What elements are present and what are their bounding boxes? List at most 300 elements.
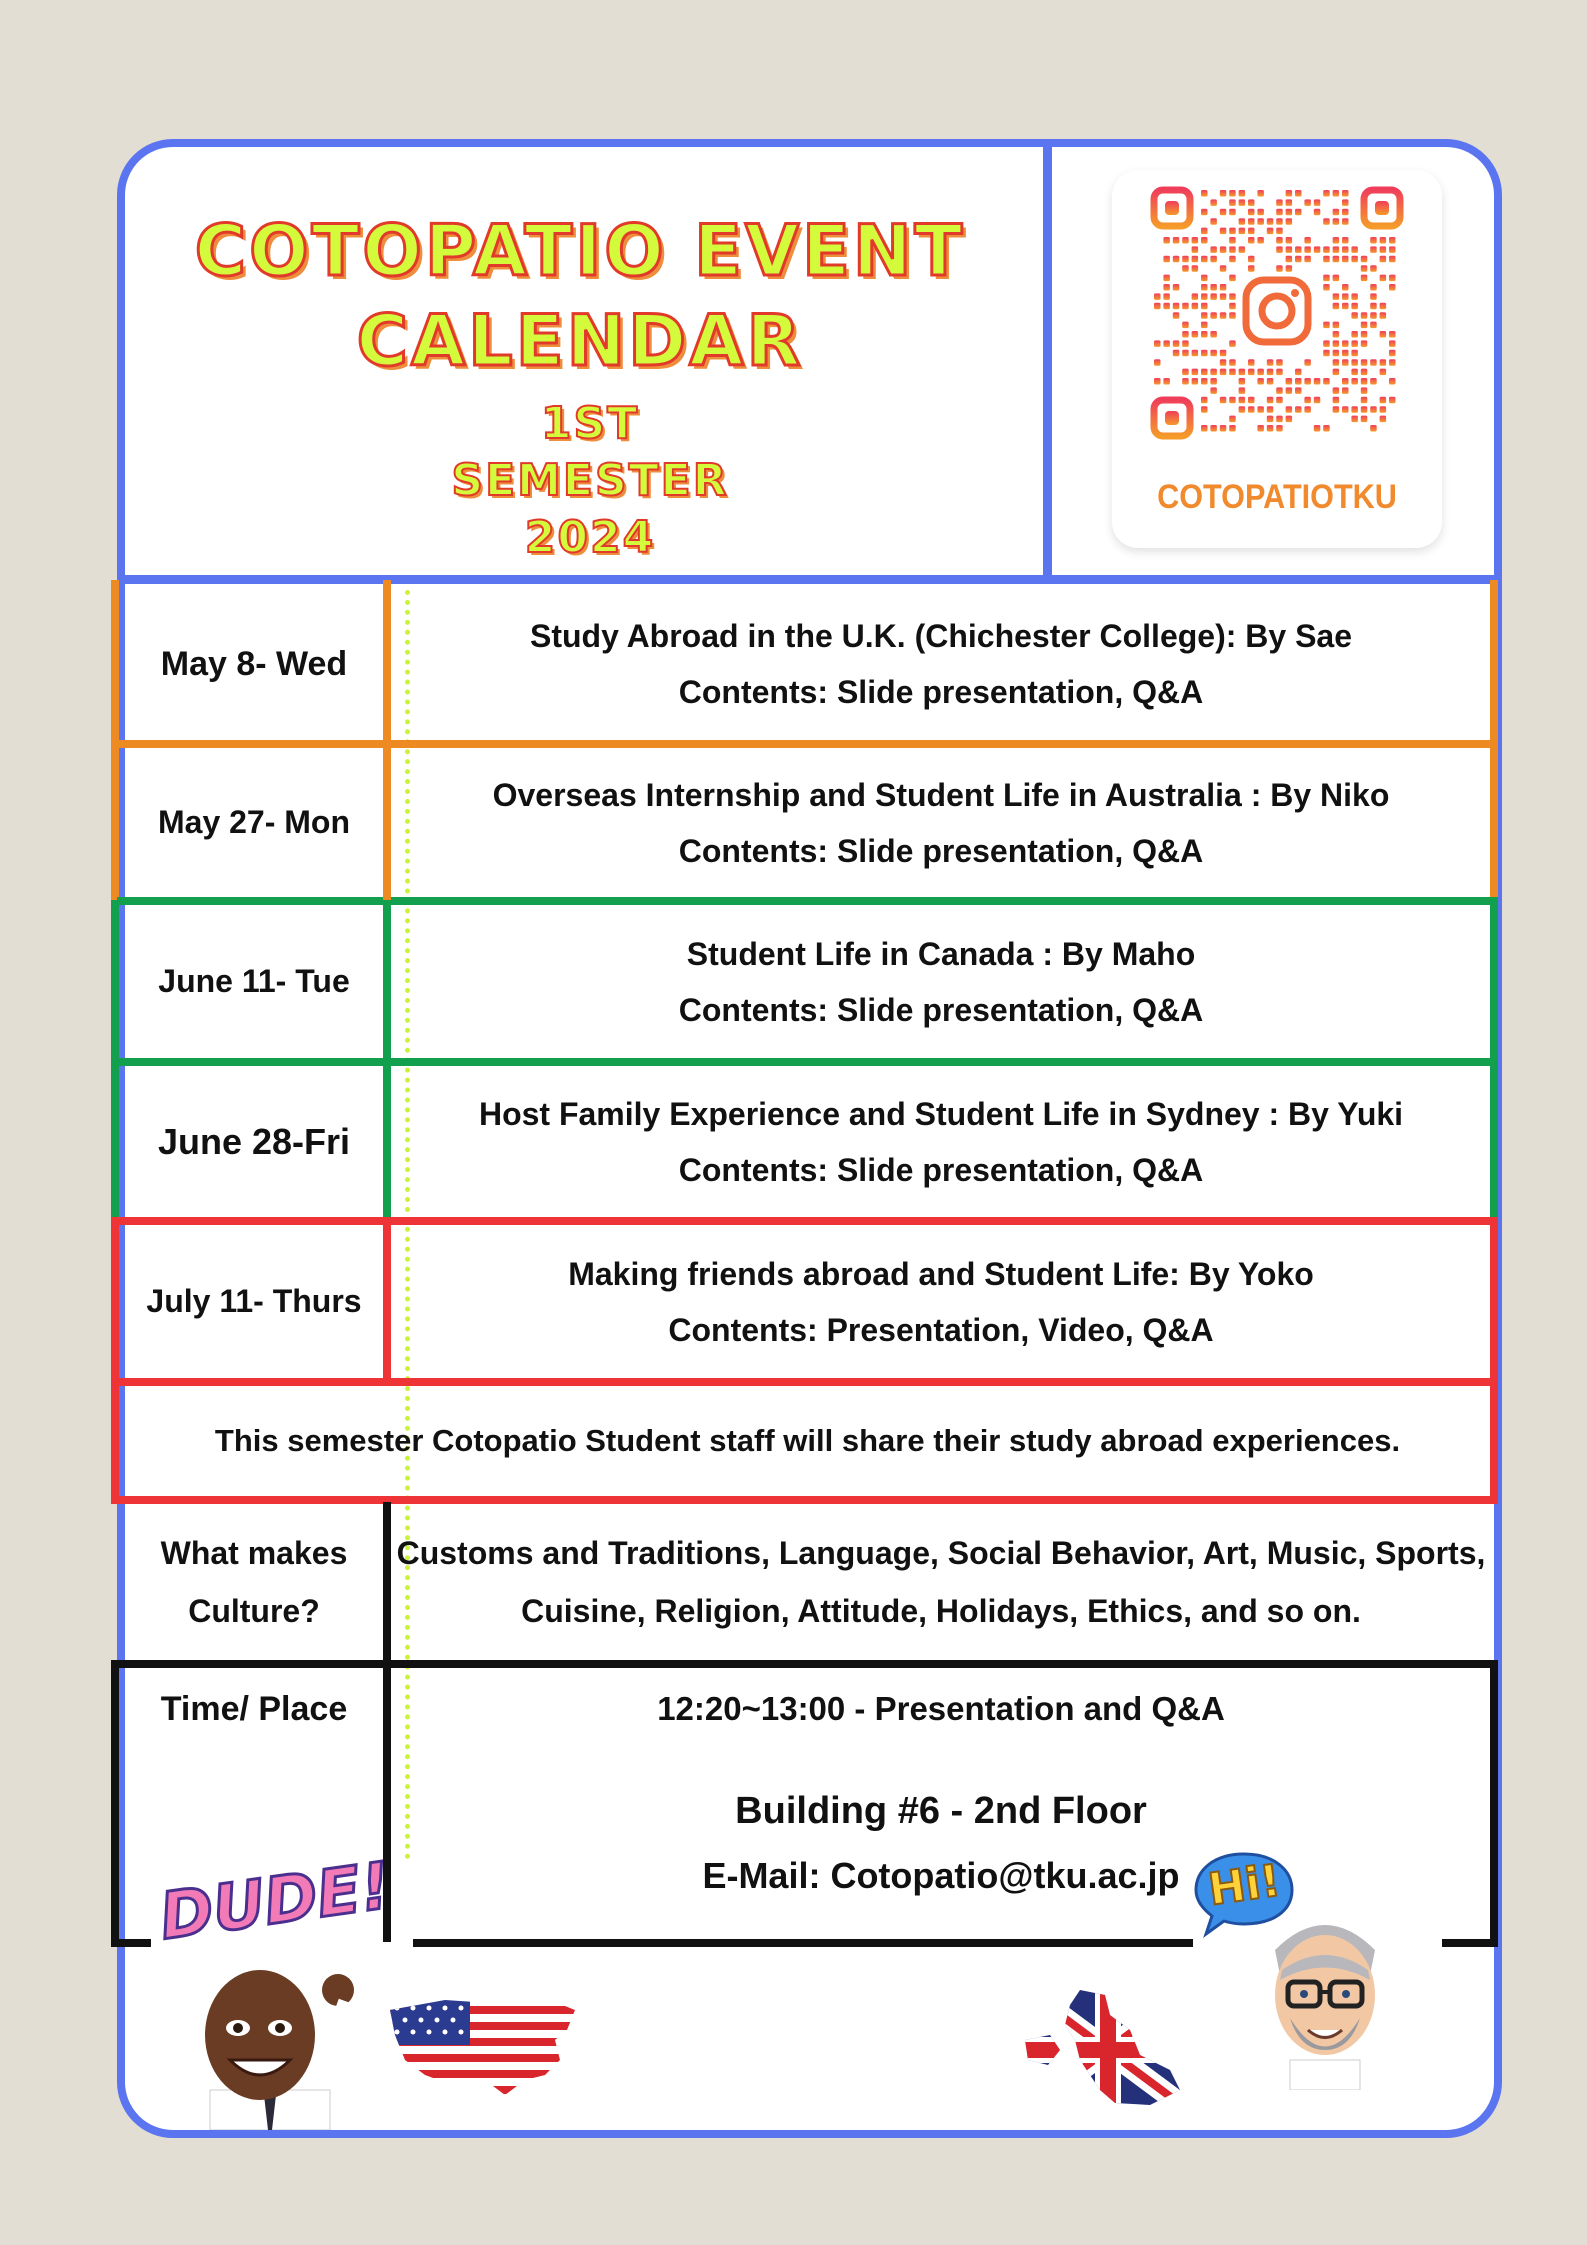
event-title: Overseas Internship and Student Life in Australia : By Niko: [492, 776, 1390, 813]
qr-module: [1389, 256, 1396, 262]
qr-module: [1257, 369, 1264, 376]
qr-module: [1239, 228, 1246, 235]
qr-module: [1295, 246, 1302, 253]
qr-module: [1229, 209, 1236, 216]
qr-module: [1173, 312, 1180, 319]
qr-module: [1229, 369, 1236, 376]
dude-sticker: [150, 1849, 400, 1955]
title-line-2: CALENDAR: [356, 300, 804, 382]
qr-module: [1229, 359, 1236, 366]
qr-module: [1201, 209, 1208, 216]
qr-module: [1342, 199, 1349, 206]
event-contents: Contents: Slide presentation, Q&A: [678, 832, 1204, 869]
qr-module: [1229, 303, 1236, 310]
qr-module: [1286, 387, 1293, 394]
qr-module: [1342, 246, 1349, 253]
qr-module: [1342, 406, 1349, 413]
qr-module: [1389, 237, 1396, 244]
qr-module: [1267, 425, 1274, 432]
qr-module: [1380, 246, 1387, 253]
qr-module: [1380, 397, 1387, 404]
qr-module: [1267, 406, 1274, 413]
qr-module: [1267, 397, 1274, 404]
row-border: [1490, 1660, 1498, 1947]
row-border: [117, 1378, 1498, 1386]
qr-module: [1210, 378, 1217, 385]
qr-module: [1220, 293, 1227, 300]
event-title: Study Abroad in the U.K. (Chichester College): By Sae: [529, 618, 1353, 654]
man-with-glasses-avatar-icon: [1250, 1900, 1400, 2090]
semester-note: This semester Cotopatio Student staff will share their study abroad experiences.: [214, 1423, 1401, 1458]
qr-module: [1351, 303, 1358, 310]
qr-module: [1286, 256, 1293, 262]
qr-module: [1276, 265, 1283, 272]
qr-module: [1201, 237, 1208, 244]
event-date: May 27- Mon: [157, 804, 351, 840]
qr-module: [1286, 246, 1293, 253]
qr-module: [1342, 209, 1349, 216]
qr-module: [1210, 218, 1217, 225]
qr-module: [1370, 359, 1377, 366]
qr-module: [1361, 359, 1368, 366]
qr-module: [1333, 190, 1340, 197]
qr-module: [1248, 406, 1255, 413]
qr-module: [1163, 284, 1170, 291]
qr-module: [1229, 228, 1236, 235]
qr-module: [1286, 378, 1293, 385]
qr-module: [1267, 228, 1274, 235]
qr-module: [1248, 199, 1255, 206]
qr-module: [1154, 359, 1161, 366]
qr-module: [1182, 369, 1189, 376]
row-border: [111, 1496, 1498, 1504]
qr-module: [1370, 406, 1377, 413]
qr-module: [1351, 340, 1358, 347]
qr-module: [1248, 265, 1255, 272]
qr-module: [1276, 369, 1283, 376]
qr-module: [1276, 246, 1283, 253]
qr-module: [1210, 369, 1217, 376]
event-contents: Contents: Slide presentation, Q&A: [678, 674, 1204, 710]
qr-module: [1220, 350, 1227, 357]
qr-module: [1342, 218, 1349, 225]
time-text: 12:20~13:00 - Presentation and Q&A: [657, 1690, 1225, 1727]
qr-module: [1276, 359, 1283, 366]
qr-module: [1361, 312, 1368, 319]
qr-module: [1201, 397, 1208, 404]
culture-label-line-2: Culture?: [188, 1593, 320, 1629]
qr-module: [1210, 350, 1217, 357]
qr-module: [1295, 387, 1302, 394]
qr-module: [1220, 284, 1227, 291]
qr-module: [1201, 303, 1208, 310]
event-date: June 11- Tue: [158, 963, 350, 999]
qr-module: [1314, 209, 1321, 216]
qr-module: [1201, 406, 1208, 413]
hi-sticker-text: Hi!: [1205, 1855, 1284, 1916]
qr-module: [1333, 293, 1340, 300]
qr-module: [1323, 284, 1330, 291]
qr-module: [1210, 199, 1217, 206]
event-description: [392, 1066, 1490, 1217]
qr-module: [1361, 387, 1368, 394]
qr-module: [1257, 237, 1264, 244]
qr-module: [1201, 190, 1208, 197]
qr-module: [1192, 293, 1199, 300]
qr-module: [1370, 425, 1377, 432]
subtitle-line-1: 1ST: [540, 398, 640, 449]
qr-module: [1304, 359, 1311, 366]
qr-module: [1192, 265, 1199, 272]
qr-module: [1323, 378, 1330, 385]
qr-module: [1229, 293, 1236, 300]
qr-module: [1239, 369, 1246, 376]
culture-label-line-1: What makes: [160, 1535, 348, 1571]
qr-module: [1295, 369, 1302, 376]
row-border: [111, 1660, 1498, 1668]
qr-module: [1361, 256, 1368, 262]
qr-module: [1389, 275, 1396, 282]
row-border: [111, 1939, 151, 1947]
event-description: [392, 588, 1490, 740]
qr-module: [1201, 312, 1208, 319]
qr-module: [1239, 246, 1246, 253]
qr-module: [1220, 359, 1227, 366]
qr-module: [1257, 209, 1264, 216]
qr-module: [1276, 416, 1283, 423]
qr-module: [1333, 340, 1340, 347]
subtitle-line-2: SEMESTER: [451, 455, 729, 506]
qr-module: [1286, 416, 1293, 423]
qr-module: [1220, 190, 1227, 197]
qr-module: [1276, 228, 1283, 235]
row-border: [117, 1058, 1498, 1066]
event-description: [392, 1225, 1490, 1378]
qr-module: [1154, 303, 1161, 310]
qr-module: [1361, 322, 1368, 329]
event-date: July 11- Thurs: [146, 1283, 362, 1319]
qr-module: [1286, 209, 1293, 216]
qr-module: [1192, 256, 1199, 262]
qr-module: [1304, 397, 1311, 404]
qr-module: [1351, 331, 1358, 338]
qr-module: [1201, 350, 1208, 357]
qr-module: [1389, 331, 1396, 338]
qr-module: [1201, 284, 1208, 291]
qr-module: [1163, 293, 1170, 300]
qr-module: [1286, 237, 1293, 244]
qr-module: [1192, 350, 1199, 357]
culture-text-line-2: Cuisine, Religion, Attitude, Holidays, Ethics, and so on.: [521, 1593, 1361, 1629]
event-title: Host Family Experience and Student Life in Sydney : By Yuki: [478, 1095, 1404, 1132]
qr-module: [1201, 256, 1208, 262]
qr-module: [1192, 331, 1199, 338]
qr-module: [1361, 340, 1368, 347]
email-text[interactable]: E-Mail: Cotopatio@tku.ac.jp: [702, 1855, 1180, 1896]
qr-module: [1229, 425, 1236, 432]
qr-module: [1220, 397, 1227, 404]
usa-flag-map-icon: [385, 1990, 585, 2100]
qr-module: [1295, 190, 1302, 197]
qr-module: [1333, 387, 1340, 394]
qr-module: [1380, 303, 1387, 310]
row-border: [111, 1217, 119, 1504]
qr-module: [1192, 303, 1199, 310]
qr-module: [1239, 387, 1246, 394]
qr-module: [1267, 378, 1274, 385]
qr-module: [1314, 425, 1321, 432]
qr-module: [1304, 378, 1311, 385]
qr-module: [1370, 312, 1377, 319]
qr-module: [1220, 246, 1227, 253]
qr-module: [1342, 350, 1349, 357]
qr-module: [1389, 359, 1396, 366]
qr-module: [1201, 378, 1208, 385]
qr-module: [1201, 331, 1208, 338]
qr-module: [1192, 378, 1199, 385]
qr-module: [1370, 378, 1377, 385]
qr-module: [1220, 312, 1227, 319]
qr-module: [1173, 340, 1180, 347]
event-description: [392, 748, 1490, 897]
qr-module: [1276, 397, 1283, 404]
qr-module: [1370, 265, 1377, 272]
qr-module: [1248, 359, 1255, 366]
qr-module: [1342, 190, 1349, 197]
qr-module: [1380, 312, 1387, 319]
qr-module: [1257, 378, 1264, 385]
culture-label: [125, 1504, 383, 1660]
instagram-handle[interactable]: COTOPATIOTKU: [1157, 478, 1397, 516]
qr-module: [1323, 190, 1330, 197]
qr-module: [1342, 359, 1349, 366]
qr-module: [1201, 369, 1208, 376]
qr-module: [1389, 246, 1396, 253]
instagram-qr-card[interactable]: [1112, 170, 1442, 548]
qr-module: [1173, 284, 1180, 291]
qr-module: [1389, 378, 1396, 385]
qr-module: [1351, 312, 1358, 319]
qr-module: [1333, 350, 1340, 357]
qr-module: [1286, 265, 1293, 272]
qr-module: [1239, 378, 1246, 385]
qr-module: [1173, 350, 1180, 357]
qr-module: [1380, 275, 1387, 282]
qr-module: [1257, 406, 1264, 413]
qr-module: [1333, 331, 1340, 338]
building-text: Building #6 - 2nd Floor: [735, 1790, 1147, 1832]
qr-module: [1248, 369, 1255, 376]
qr-module: [1229, 237, 1236, 244]
qr-module: [1304, 237, 1311, 244]
qr-module: [1333, 237, 1340, 244]
qr-module: [1304, 256, 1311, 262]
qr-module: [1314, 199, 1321, 206]
qr-module: [1323, 246, 1330, 253]
qr-module: [1276, 387, 1283, 394]
event-title: Making friends abroad and Student Life: By Yoko: [568, 1255, 1314, 1292]
qr-module: [1314, 378, 1321, 385]
event-contents: Contents: Presentation, Video, Q&A: [668, 1311, 1214, 1348]
row-border: [413, 1939, 1193, 1947]
qr-module: [1257, 218, 1264, 225]
row-border: [117, 740, 1498, 748]
qr-module: [1351, 378, 1358, 385]
qr-module: [1229, 275, 1236, 282]
qr-module: [1163, 237, 1170, 244]
qr-module: [1351, 406, 1358, 413]
qr-module: [1248, 209, 1255, 216]
qr-module: [1182, 378, 1189, 385]
qr-module: [1182, 331, 1189, 338]
qr-module: [1389, 340, 1396, 347]
qr-module: [1248, 228, 1255, 235]
qr-module: [1182, 340, 1189, 347]
row-border: [111, 1217, 1498, 1225]
qr-module: [1342, 256, 1349, 262]
qr-module: [1210, 284, 1217, 291]
qr-module: [1323, 275, 1330, 282]
header-bottom-border: [117, 575, 1502, 584]
qr-module: [1239, 218, 1246, 225]
qr-module: [1314, 246, 1321, 253]
qr-module: [1210, 256, 1217, 262]
dude-sticker-text: DUDE!: [155, 1849, 395, 1955]
qr-module: [1333, 303, 1340, 310]
qr-module: [1210, 331, 1217, 338]
qr-module: [1314, 397, 1321, 404]
qr-module: [1370, 303, 1377, 310]
uk-flag-map-icon: [1020, 1985, 1195, 2115]
qr-module: [1201, 322, 1208, 329]
qr-module: [1192, 237, 1199, 244]
qr-module: [1380, 369, 1387, 376]
qr-module: [1248, 237, 1255, 244]
row-border: [1442, 1939, 1498, 1947]
qr-module: [1276, 425, 1283, 432]
qr-module: [1333, 256, 1340, 262]
qr-module: [1210, 246, 1217, 253]
qr-module: [1295, 209, 1302, 216]
event-description: [392, 905, 1490, 1058]
qr-module: [1304, 199, 1311, 206]
qr-module: [1370, 237, 1377, 244]
qr-module: [1201, 228, 1208, 235]
event-contents: Contents: Slide presentation, Q&A: [678, 1151, 1204, 1188]
qr-module: [1351, 359, 1358, 366]
column-divider: [383, 580, 391, 902]
qr-module: [1257, 190, 1264, 197]
qr-module: [1248, 218, 1255, 225]
qr-module: [1333, 369, 1340, 376]
qr-module: [1333, 218, 1340, 225]
qr-module: [1304, 406, 1311, 413]
culture-description: [392, 1504, 1490, 1660]
qr-module: [1210, 312, 1217, 319]
qr-module: [1229, 190, 1236, 197]
column-divider: [383, 1220, 391, 1380]
qr-module: [1182, 322, 1189, 329]
qr-module: [1276, 218, 1283, 225]
qr-module: [1342, 303, 1349, 310]
qr-module: [1342, 378, 1349, 385]
qr-module: [1304, 246, 1311, 253]
qr-module: [1267, 369, 1274, 376]
qr-code-icon: [1112, 170, 1442, 470]
qr-module: [1220, 209, 1227, 216]
qr-module: [1380, 237, 1387, 244]
qr-module: [1333, 275, 1340, 282]
culture-text-line-1: Customs and Traditions, Language, Social Behavior, Art, Music, Sports,: [396, 1535, 1486, 1571]
qr-module: [1276, 199, 1283, 206]
qr-module: [1163, 256, 1170, 262]
qr-module: [1380, 416, 1387, 423]
qr-module: [1323, 425, 1330, 432]
title-line-1: COTOPATIO EVENT: [194, 210, 966, 292]
qr-module: [1370, 284, 1377, 291]
qr-module: [1351, 293, 1358, 300]
qr-module: [1342, 340, 1349, 347]
qr-module: [1342, 387, 1349, 394]
qr-module: [1210, 387, 1217, 394]
qr-module: [1163, 340, 1170, 347]
qr-module: [1220, 425, 1227, 432]
qr-module: [1389, 350, 1396, 357]
qr-module: [1323, 340, 1330, 347]
qr-module: [1248, 397, 1255, 404]
qr-module: [1351, 369, 1358, 376]
row-border: [117, 897, 1498, 905]
qr-module: [1220, 265, 1227, 272]
qr-module: [1361, 416, 1368, 423]
qr-module: [1333, 406, 1340, 413]
header-divider: [1043, 142, 1052, 582]
event-date: June 28-Fri: [157, 1120, 351, 1162]
qr-module: [1201, 275, 1208, 282]
qr-module: [1192, 246, 1199, 253]
qr-module: [1286, 406, 1293, 413]
qr-module: [1267, 218, 1274, 225]
qr-module: [1361, 331, 1368, 338]
event-date: May 8- Wed: [160, 644, 348, 683]
qr-module: [1210, 425, 1217, 432]
qr-module: [1173, 303, 1180, 310]
qr-module: [1229, 256, 1236, 262]
qr-module: [1351, 416, 1358, 423]
qr-module: [1342, 237, 1349, 244]
row-border: [1490, 1217, 1498, 1504]
qr-module: [1276, 237, 1283, 244]
qr-module: [1323, 256, 1330, 262]
qr-module: [1380, 359, 1387, 366]
qr-module: [1286, 199, 1293, 206]
row-border: [111, 1660, 119, 1947]
event-contents: Contents: Slide presentation, Q&A: [678, 991, 1204, 1028]
qr-module: [1229, 416, 1236, 423]
qr-module: [1239, 406, 1246, 413]
qr-module: [1361, 369, 1368, 376]
qr-module: [1361, 378, 1368, 385]
qr-module: [1239, 199, 1246, 206]
qr-module: [1182, 350, 1189, 357]
qr-module: [1361, 397, 1368, 404]
qr-module: [1342, 284, 1349, 291]
qr-module: [1182, 237, 1189, 244]
qr-module: [1239, 397, 1246, 404]
qr-module: [1351, 256, 1358, 262]
qr-module: [1286, 218, 1293, 225]
qr-module: [1370, 293, 1377, 300]
